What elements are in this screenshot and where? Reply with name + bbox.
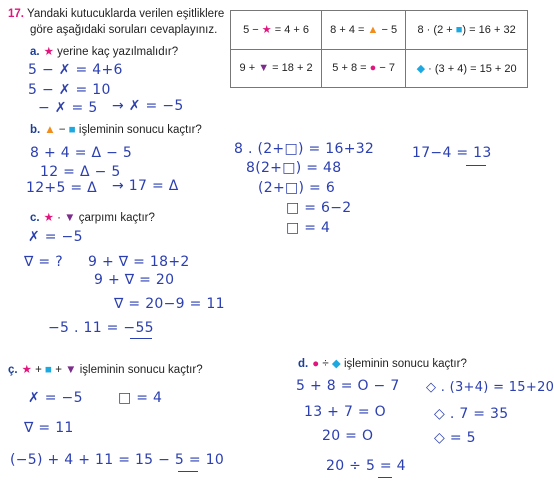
question-c: c. ★ · ▼ çarpımı kaçtır?: [30, 212, 155, 224]
handwriting-b-square-4: □ = 6−2: [286, 200, 352, 216]
handwriting-b-square-1: 8 . (2+□) = 16+32: [234, 141, 375, 157]
equation-cell-triangle: 8 + 4 = ▲ − 5: [322, 11, 406, 50]
handwriting-b-result: 17−4 = 13: [412, 145, 492, 161]
equations-table: [230, 10, 528, 88]
handwriting-c-2: ∇ = ?: [24, 254, 63, 270]
answer-underline: [378, 477, 392, 478]
handwriting-cc-2: □ = 4: [118, 390, 163, 406]
handwriting-d-2: 13 + 7 = O: [304, 404, 387, 420]
problem-prompt-line2: göre aşağıdaki soruları cevaplayınız.: [30, 24, 218, 36]
handwriting-c-1: ✗ = −5: [28, 229, 83, 245]
handwriting-a-1: 5 − ✗ = 4+6: [28, 62, 123, 78]
handwriting-b-square-5: □ = 4: [286, 220, 331, 236]
problem-heading: [8, 6, 224, 22]
handwriting-b-2: 12 = Δ − 5: [40, 164, 121, 180]
handwriting-cc-4: (−5) + 4 + 11 = 15 − 5 = 10: [10, 452, 225, 468]
handwriting-d-1: 5 + 8 = O − 7: [296, 378, 400, 394]
answer-underline: [178, 471, 198, 472]
handwriting-c-3: 9 + ∇ = 18+2: [88, 254, 190, 270]
handwriting-b-square-3: (2+□) = 6: [258, 180, 336, 196]
question-c-cedilla: ç. ★ + ■ + ▼ işleminin sonucu kaçtır?: [8, 364, 203, 376]
handwriting-d-4: 20 ÷ 5 = 4: [326, 458, 406, 474]
table-row: [231, 49, 528, 88]
handwriting-b-3: 12+5 = Δ: [26, 180, 98, 196]
table-row: [231, 11, 528, 50]
handwriting-d-diamond-1: ◇ . (3+4) = 15+20: [426, 380, 554, 395]
handwriting-c-4: 9 + ∇ = 20: [94, 272, 175, 288]
equation-cell-square: 8 · (2 + ■) = 16 + 32: [406, 11, 528, 50]
handwriting-c-6: −5 . 11 = −55: [48, 320, 154, 336]
handwriting-d-diamond-3: ◇ = 5: [434, 430, 476, 446]
handwriting-b-4: → 17 = Δ: [112, 178, 179, 194]
handwriting-c-5: ∇ = 20−9 = 11: [114, 296, 225, 312]
handwriting-cc-1: ✗ = −5: [28, 390, 83, 406]
question-b: b. ▲ − ■ işleminin sonucu kaçtır?: [30, 124, 202, 136]
handwriting-b-1: 8 + 4 = Δ − 5: [30, 145, 133, 161]
answer-underline: [130, 338, 152, 339]
equation-cell-diamond: ◆ · (3 + 4) = 15 + 20: [406, 49, 528, 88]
question-d: d. ● ÷ ◆ işleminin sonucu kaçtır?: [298, 358, 467, 370]
equation-cell-star: 5 − ★ = 4 + 6: [231, 11, 322, 50]
handwriting-a-4: → ✗ = −5: [112, 98, 184, 114]
equation-cell-down-triangle: 9 + ▼ = 18 + 2: [231, 49, 322, 88]
handwriting-a-2: 5 − ✗ = 10: [28, 82, 111, 98]
handwriting-b-square-2: 8(2+□) = 48: [246, 160, 342, 176]
problem-number: 17.: [8, 8, 24, 20]
handwriting-d-diamond-2: ◇ . 7 = 35: [434, 406, 509, 422]
handwriting-cc-3: ∇ = 11: [24, 420, 74, 436]
problem-prompt-line1: Yandaki kutucuklarda verilen eşitliklere: [27, 8, 225, 20]
question-a: a. ★ yerine kaç yazılmalıdır?: [30, 46, 179, 58]
answer-underline: [466, 165, 486, 166]
handwriting-d-3: 20 = O: [322, 428, 374, 444]
handwriting-a-3: − ✗ = 5: [38, 100, 98, 116]
equation-cell-circle: 5 + 8 = ● − 7: [322, 49, 406, 88]
